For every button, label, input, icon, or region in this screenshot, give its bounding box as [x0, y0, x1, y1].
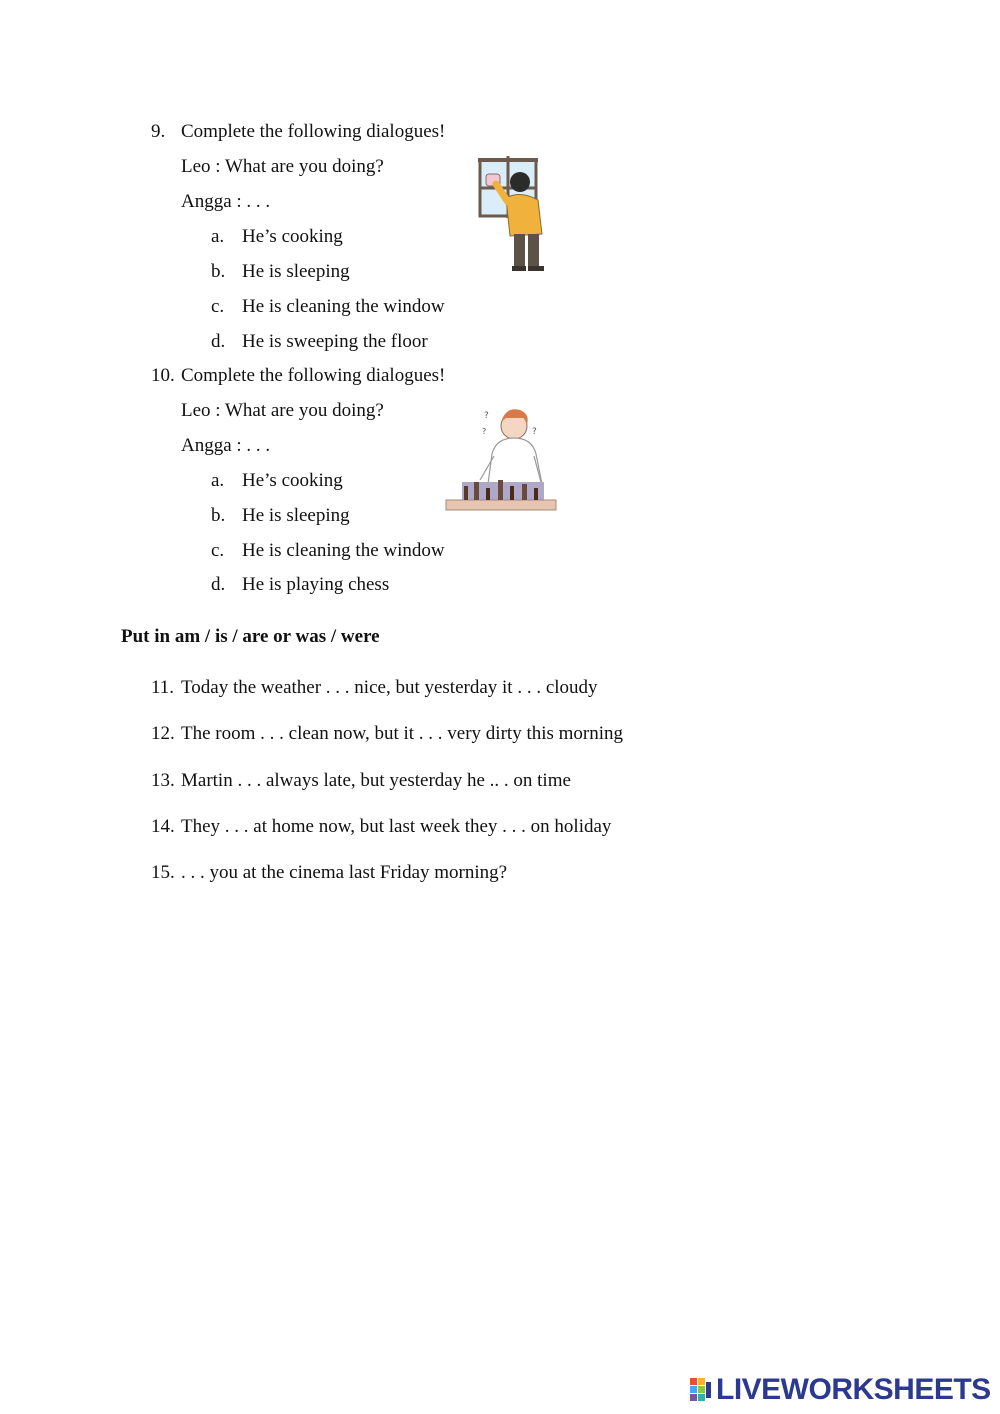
section-heading: Put in am / is / are or was / were [121, 626, 380, 647]
question-9-option-d-letter: d. [211, 331, 226, 352]
svg-text:?: ? [484, 411, 489, 421]
question-9-instruction: Complete the following dialogues! [181, 121, 446, 142]
sentence-15-text: . . . you at the cinema last Friday morning? [181, 862, 508, 883]
question-10-option-c-letter: c. [211, 540, 225, 561]
question-10-dialogue-leo: Leo : What are you doing? [181, 400, 384, 421]
question-10-option-d-letter: d. [211, 574, 226, 595]
question-10-option-c[interactable]: He is cleaning the window [242, 540, 445, 561]
question-9-dialogue-leo: Leo : What are you doing? [181, 156, 384, 177]
question-10-option-b-letter: b. [211, 505, 226, 526]
svg-text:?: ? [482, 427, 487, 436]
question-9-option-b[interactable]: He is sleeping [242, 261, 350, 282]
sentence-11-number: 11. [151, 677, 175, 698]
sentence-12-text: The room . . . clean now, but it . . . very dirty this morning [181, 723, 624, 744]
question-9-number: 9. [151, 121, 166, 142]
liveworksheets-logo-icon [690, 1378, 712, 1402]
sentence-11-text: Today the weather . . . nice, but yesterday it . . . cloudy [181, 677, 598, 698]
boy-cleaning-window-illustration [476, 156, 560, 274]
question-10-instruction: Complete the following dialogues! [181, 365, 446, 386]
svg-text:?: ? [532, 427, 537, 437]
sentence-13-text: Martin . . . always late, but yesterday he .. . on time [181, 770, 571, 791]
question-9-option-a[interactable]: He’s cooking [242, 226, 343, 247]
sentence-14-number: 14. [151, 816, 175, 837]
question-9-option-a-letter: a. [211, 226, 225, 247]
sentence-15-number: 15. [151, 862, 175, 883]
question-10-number: 10. [151, 365, 175, 386]
question-10-dialogue-angga: Angga : . . . [181, 435, 271, 456]
liveworksheets-logo[interactable] [690, 1374, 990, 1406]
question-10-option-a-letter: a. [211, 470, 225, 491]
liveworksheets-brand-text: LIVEWORKSHEETS [716, 1373, 991, 1406]
question-10-option-d[interactable]: He is playing chess [242, 574, 390, 595]
question-9-option-b-letter: b. [211, 261, 226, 282]
question-10-option-b[interactable]: He is sleeping [242, 505, 350, 526]
question-9-dialogue-angga: Angga : . . . [181, 191, 271, 212]
sentence-12-number: 12. [151, 723, 175, 744]
question-9-option-d[interactable]: He is sweeping the floor [242, 331, 428, 352]
boy-playing-chess-illustration [444, 404, 560, 516]
sentence-14-text: They . . . at home now, but last week they . . . on holiday [181, 816, 612, 837]
question-9-option-c-letter: c. [211, 296, 225, 317]
sentence-13-number: 13. [151, 770, 175, 791]
question-10-option-a[interactable]: He’s cooking [242, 470, 343, 491]
question-9-option-c[interactable]: He is cleaning the window [242, 296, 445, 317]
